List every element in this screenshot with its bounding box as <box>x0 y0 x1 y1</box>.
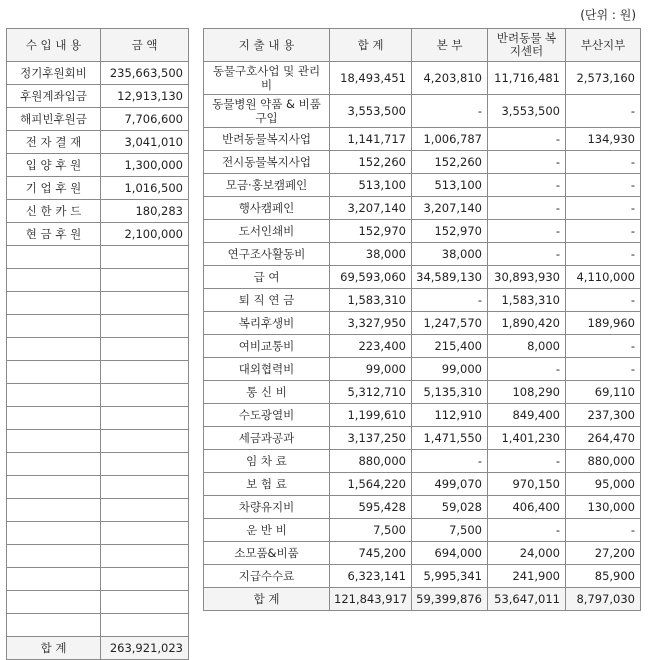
income-total-amount: 263,921,023 <box>101 637 189 660</box>
expense-item-busan: - <box>566 95 641 128</box>
income-row <box>7 430 189 453</box>
expense-item-label: 세금과공과 <box>204 427 330 450</box>
expense-item-busan: 85,900 <box>566 565 641 588</box>
income-row <box>7 292 189 315</box>
expense-item-busan: 189,960 <box>566 312 641 335</box>
expense-row <box>204 151 641 174</box>
expense-item-busan: - <box>566 289 641 312</box>
expense-item-total: 152,970 <box>330 220 412 243</box>
income-item-label <box>7 407 101 430</box>
expense-row <box>204 220 641 243</box>
expense-row <box>204 289 641 312</box>
income-item-amount <box>101 476 189 499</box>
income-row <box>7 522 189 545</box>
income-item-label: 기 업 후 원 <box>7 177 101 200</box>
expense-item-busan: 95,000 <box>566 473 641 496</box>
expense-item-total: 6,323,141 <box>330 565 412 588</box>
income-body <box>7 62 189 637</box>
expense-item-total: 223,400 <box>330 335 412 358</box>
expense-item-total: 1,583,310 <box>330 289 412 312</box>
expense-item-label: 급 여 <box>204 266 330 289</box>
income-item-amount <box>101 614 189 637</box>
income-item-label <box>7 338 101 361</box>
expense-item-total: 1,564,220 <box>330 473 412 496</box>
expense-item-busan: - <box>566 174 641 197</box>
income-item-label <box>7 499 101 522</box>
expense-row <box>204 450 641 473</box>
expense-item-total: 38,000 <box>330 243 412 266</box>
expense-item-busan: 880,000 <box>566 450 641 473</box>
expense-item-label: 여비교통비 <box>204 335 330 358</box>
expense-item-hq: 34,589,130 <box>412 266 488 289</box>
expense-header-row <box>204 29 641 62</box>
expense-item-total: 595,428 <box>330 496 412 519</box>
expense-header-hq: 본 부 <box>412 29 488 62</box>
expense-item-total: 1,141,717 <box>330 128 412 151</box>
expense-item-total: 99,000 <box>330 358 412 381</box>
expense-row <box>204 358 641 381</box>
expense-body <box>204 62 641 588</box>
income-item-amount: 12,913,130 <box>101 85 189 108</box>
expense-header-total: 합 계 <box>330 29 412 62</box>
income-item-amount <box>101 522 189 545</box>
expense-item-busan: 130,000 <box>566 496 641 519</box>
income-header-row <box>7 29 189 62</box>
income-item-label: 해피빈후원금 <box>7 108 101 131</box>
expense-item-label: 모금·홍보캠페인 <box>204 174 330 197</box>
expense-item-total: 3,137,250 <box>330 427 412 450</box>
income-item-amount <box>101 384 189 407</box>
income-item-label <box>7 384 101 407</box>
expense-row <box>204 197 641 220</box>
expense-item-total: 513,100 <box>330 174 412 197</box>
income-row <box>7 315 189 338</box>
income-item-amount <box>101 499 189 522</box>
expense-item-label: 통 신 비 <box>204 381 330 404</box>
expense-item-hq: 694,000 <box>412 542 488 565</box>
expense-item-center: - <box>488 197 566 220</box>
expense-header-item: 지 출 내 용 <box>204 29 330 62</box>
expense-table <box>203 28 641 611</box>
expense-row <box>204 427 641 450</box>
income-item-label <box>7 246 101 269</box>
expense-item-label: 운 반 비 <box>204 519 330 542</box>
expense-item-label: 전시동물복지사업 <box>204 151 330 174</box>
unit-note: (단위 : 원) <box>580 8 636 22</box>
income-row <box>7 85 189 108</box>
income-item-amount <box>101 292 189 315</box>
income-item-label <box>7 430 101 453</box>
expense-item-busan: - <box>566 335 641 358</box>
expense-row <box>204 404 641 427</box>
expense-item-hq: 152,970 <box>412 220 488 243</box>
income-item-label <box>7 614 101 637</box>
income-item-amount <box>101 269 189 292</box>
income-item-label <box>7 453 101 476</box>
income-item-amount <box>101 338 189 361</box>
income-item-amount: 235,663,500 <box>101 62 189 85</box>
income-row <box>7 568 189 591</box>
expense-item-hq: 5,135,310 <box>412 381 488 404</box>
expense-item-center: - <box>488 450 566 473</box>
income-table <box>6 28 189 660</box>
income-row <box>7 131 189 154</box>
income-item-label <box>7 545 101 568</box>
income-row <box>7 246 189 269</box>
expense-item-hq: 112,910 <box>412 404 488 427</box>
income-item-label: 후원계좌입금 <box>7 85 101 108</box>
income-item-amount: 3,041,010 <box>101 131 189 154</box>
expense-item-center: - <box>488 243 566 266</box>
expense-item-busan: 134,930 <box>566 128 641 151</box>
expense-item-center: - <box>488 151 566 174</box>
expense-item-busan: 2,573,160 <box>566 62 641 95</box>
expense-row <box>204 381 641 404</box>
income-row <box>7 453 189 476</box>
expense-item-label: 퇴 직 연 금 <box>204 289 330 312</box>
income-row <box>7 223 189 246</box>
expense-item-hq: - <box>412 289 488 312</box>
income-row <box>7 62 189 85</box>
income-row <box>7 177 189 200</box>
income-item-label <box>7 361 101 384</box>
expense-row <box>204 496 641 519</box>
income-item-amount: 1,016,500 <box>101 177 189 200</box>
income-item-label: 전 자 결 재 <box>7 131 101 154</box>
expense-row <box>204 128 641 151</box>
income-item-label <box>7 522 101 545</box>
expense-item-label: 차량유지비 <box>204 496 330 519</box>
expense-item-total: 3,327,950 <box>330 312 412 335</box>
income-item-amount <box>101 361 189 384</box>
expense-item-center: 1,890,420 <box>488 312 566 335</box>
expense-row <box>204 95 641 128</box>
expense-item-hq: 99,000 <box>412 358 488 381</box>
expense-item-total: 69,593,060 <box>330 266 412 289</box>
expense-item-label: 지급수수료 <box>204 565 330 588</box>
expense-item-hq: 513,100 <box>412 174 488 197</box>
expense-item-total: 3,207,140 <box>330 197 412 220</box>
income-total-row <box>7 637 189 660</box>
expense-item-total: 880,000 <box>330 450 412 473</box>
expense-item-hq: 59,028 <box>412 496 488 519</box>
expense-item-label: 수도광열비 <box>204 404 330 427</box>
income-item-label: 현 금 후 원 <box>7 223 101 246</box>
expense-item-label: 보 험 료 <box>204 473 330 496</box>
income-item-amount: 7,706,600 <box>101 108 189 131</box>
expense-item-hq: 499,070 <box>412 473 488 496</box>
expense-total-label: 합 계 <box>204 588 330 611</box>
income-header-amount: 금 액 <box>101 29 189 62</box>
expense-item-center: 30,893,930 <box>488 266 566 289</box>
expense-item-center: - <box>488 519 566 542</box>
expense-item-hq: 215,400 <box>412 335 488 358</box>
expense-row <box>204 174 641 197</box>
expense-item-total: 7,500 <box>330 519 412 542</box>
expense-item-center: - <box>488 358 566 381</box>
expense-row <box>204 243 641 266</box>
expense-item-total: 3,553,500 <box>330 95 412 128</box>
income-item-label <box>7 476 101 499</box>
income-row <box>7 269 189 292</box>
expense-item-label: 행사캠페인 <box>204 197 330 220</box>
expense-item-hq: 1,006,787 <box>412 128 488 151</box>
expense-total-busan: 8,797,030 <box>566 588 641 611</box>
income-item-amount: 2,100,000 <box>101 223 189 246</box>
expense-item-label: 연구조사활동비 <box>204 243 330 266</box>
expense-item-total: 152,260 <box>330 151 412 174</box>
expense-item-center: 24,000 <box>488 542 566 565</box>
expense-item-label: 반려동물복지사업 <box>204 128 330 151</box>
expense-item-hq: - <box>412 450 488 473</box>
income-item-label <box>7 591 101 614</box>
income-item-label <box>7 315 101 338</box>
expense-total-hq: 59,399,876 <box>412 588 488 611</box>
expense-item-busan: - <box>566 197 641 220</box>
income-row <box>7 108 189 131</box>
expense-item-busan: 4,110,000 <box>566 266 641 289</box>
expense-item-label: 소모품&비품 <box>204 542 330 565</box>
expense-row <box>204 542 641 565</box>
income-row <box>7 200 189 223</box>
expense-header-center: 반려동물 복지센터 <box>488 29 566 62</box>
expense-item-hq: 7,500 <box>412 519 488 542</box>
expense-row <box>204 312 641 335</box>
expense-item-center: 1,583,310 <box>488 289 566 312</box>
expense-item-hq: 5,995,341 <box>412 565 488 588</box>
expense-item-total: 5,312,710 <box>330 381 412 404</box>
income-item-amount <box>101 315 189 338</box>
income-row <box>7 499 189 522</box>
expense-item-hq: 38,000 <box>412 243 488 266</box>
expense-item-center: 406,400 <box>488 496 566 519</box>
income-header-item: 수 입 내 용 <box>7 29 101 62</box>
expense-item-label: 동물구호사업 및 관리비 <box>204 62 330 95</box>
expense-header-busan: 부산지부 <box>566 29 641 62</box>
income-row <box>7 338 189 361</box>
expense-item-hq: 152,260 <box>412 151 488 174</box>
expense-item-center: 11,716,481 <box>488 62 566 95</box>
income-item-amount <box>101 246 189 269</box>
expense-item-busan: - <box>566 220 641 243</box>
expense-item-center: - <box>488 128 566 151</box>
expense-item-label: 복리후생비 <box>204 312 330 335</box>
expense-item-center: 241,900 <box>488 565 566 588</box>
income-item-amount <box>101 545 189 568</box>
expense-item-total: 1,199,610 <box>330 404 412 427</box>
income-row <box>7 591 189 614</box>
income-item-amount: 1,300,000 <box>101 154 189 177</box>
expense-item-hq: 1,471,550 <box>412 427 488 450</box>
income-item-label <box>7 568 101 591</box>
income-total-label: 합 계 <box>7 637 101 660</box>
income-item-amount <box>101 430 189 453</box>
income-item-amount: 180,283 <box>101 200 189 223</box>
expense-item-busan: - <box>566 243 641 266</box>
income-row <box>7 361 189 384</box>
income-row <box>7 154 189 177</box>
expense-item-center: 8,000 <box>488 335 566 358</box>
expense-row <box>204 565 641 588</box>
expense-item-hq: 4,203,810 <box>412 62 488 95</box>
income-row <box>7 384 189 407</box>
income-row <box>7 476 189 499</box>
expense-row <box>204 473 641 496</box>
expense-item-center: 970,150 <box>488 473 566 496</box>
income-item-amount <box>101 453 189 476</box>
expense-item-busan: 69,110 <box>566 381 641 404</box>
expense-item-label: 대외협력비 <box>204 358 330 381</box>
income-row <box>7 614 189 637</box>
expense-row <box>204 519 641 542</box>
income-item-amount <box>101 568 189 591</box>
expense-row <box>204 62 641 95</box>
expense-item-busan: - <box>566 358 641 381</box>
expense-item-busan: - <box>566 151 641 174</box>
expense-item-center: - <box>488 174 566 197</box>
expense-item-busan: 264,470 <box>566 427 641 450</box>
expense-item-total: 18,493,451 <box>330 62 412 95</box>
income-item-label: 입 양 후 원 <box>7 154 101 177</box>
income-row <box>7 545 189 568</box>
income-item-label <box>7 292 101 315</box>
expense-row <box>204 335 641 358</box>
income-item-amount <box>101 407 189 430</box>
expense-item-label: 동물병원 약품 & 비품 구입 <box>204 95 330 128</box>
expense-item-hq: 3,207,140 <box>412 197 488 220</box>
expense-item-label: 임 차 료 <box>204 450 330 473</box>
expense-item-center: 849,400 <box>488 404 566 427</box>
expense-item-center: 108,290 <box>488 381 566 404</box>
expense-item-hq: - <box>412 95 488 128</box>
income-item-label: 정기후원회비 <box>7 62 101 85</box>
expense-item-busan: 237,300 <box>566 404 641 427</box>
income-item-label: 신 한 카 드 <box>7 200 101 223</box>
expense-item-center: - <box>488 220 566 243</box>
expense-item-center: 3,553,500 <box>488 95 566 128</box>
income-item-label <box>7 269 101 292</box>
expense-total-row <box>204 588 641 611</box>
expense-item-total: 745,200 <box>330 542 412 565</box>
expense-item-label: 도서인쇄비 <box>204 220 330 243</box>
income-item-amount <box>101 591 189 614</box>
expense-row <box>204 266 641 289</box>
expense-total-center: 53,647,011 <box>488 588 566 611</box>
expense-item-busan: 27,200 <box>566 542 641 565</box>
expense-total-sum: 121,843,917 <box>330 588 412 611</box>
expense-item-center: 1,401,230 <box>488 427 566 450</box>
expense-item-busan: - <box>566 519 641 542</box>
income-row <box>7 407 189 430</box>
expense-item-hq: 1,247,570 <box>412 312 488 335</box>
